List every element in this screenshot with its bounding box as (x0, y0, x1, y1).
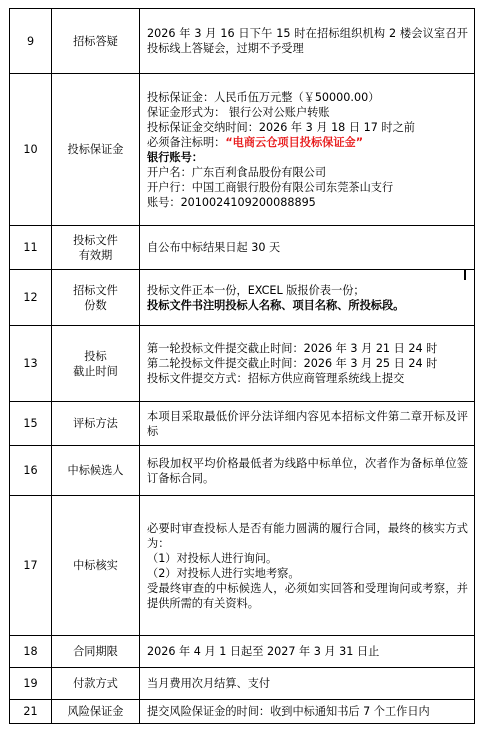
row-content (140, 402, 475, 446)
row-item-name: 中标候选人 (52, 446, 140, 496)
row-number: 9 (10, 9, 52, 74)
row-content (140, 226, 475, 270)
content-line: 银行账号： (147, 150, 203, 164)
name-line: 投标 (84, 349, 107, 363)
row-content (140, 9, 475, 74)
table-row (10, 270, 475, 326)
row-number: 10 (10, 74, 52, 226)
row-number: 11 (10, 226, 52, 270)
bidding-info-table (9, 8, 475, 724)
content-line: （2）对投标人进行实地考察。 (147, 566, 300, 580)
table-row (10, 636, 475, 668)
row-number: 16 (10, 446, 52, 496)
table-row (10, 74, 475, 226)
row-content (140, 270, 475, 326)
content-text: 必须备注标明： (147, 135, 226, 149)
content-line (147, 135, 468, 150)
row-number: 19 (10, 668, 52, 700)
row-content (140, 326, 475, 402)
row-item-name (52, 270, 140, 326)
table-row (10, 446, 475, 496)
row-item-name: 招标答疑 (52, 9, 140, 74)
name-line: 截止时间 (73, 364, 118, 378)
row-content (140, 446, 475, 496)
row-item-name: 合同期限 (52, 636, 140, 668)
row-content (140, 636, 475, 668)
text-cursor-marker (464, 270, 466, 280)
name-line: 份数 (84, 298, 107, 312)
row-number: 21 (10, 700, 52, 724)
content-text: 受最终审查的中标候选人，必须如实回答和受理询问或考察，并提供所需的有关资料。 (147, 581, 468, 610)
content-line: 投标保证金：人民币伍万元整（￥50000.00） (147, 90, 380, 104)
row-item-name: 投标保证金 (52, 74, 140, 226)
content-line: 投标文件提交方式：招标方供应商管理系统线上提交 (147, 372, 405, 385)
content-line: 投标文件书注明投标人名称、项目名称、所投标段。 (147, 298, 405, 312)
row-item-name: 评标方法 (52, 402, 140, 446)
table-row (10, 9, 475, 74)
row-number: 15 (10, 402, 52, 446)
name-line: 有效期 (78, 248, 113, 262)
content-text: 标段加权平均价格最低者为线路中标单位，次者作为备标单位签订备标合同。 (147, 456, 468, 485)
table-row (10, 668, 475, 700)
content-line: 第一轮投标文件提交截止时间：2026 年 3 月 21 日 24 时 (147, 342, 438, 355)
row-number: 18 (10, 636, 52, 668)
name-line: 招标文件 (73, 283, 118, 297)
content-text: 本项目采取最低价评分法详细内容见本招标文件第二章开标及评标 (147, 409, 468, 438)
row-number: 17 (10, 496, 52, 636)
content-line: 保证金形式为： 银行公对公账户转账 (147, 105, 330, 119)
content-line: （1）对投标人进行询问。 (147, 551, 278, 565)
row-item-name (52, 226, 140, 270)
row-number: 13 (10, 326, 52, 402)
row-content (140, 74, 475, 226)
content-line: 开户行：中国工商银行股份有限公司东莞茶山支行 (147, 180, 394, 194)
table-row (10, 226, 475, 270)
content-text: 必要时审查投标人是否有能力圆满的履行合同，最终的核实方式为： (147, 521, 468, 550)
row-content (140, 496, 475, 636)
row-content (140, 700, 475, 724)
content-line: 投标保证金交纳时间：2026 年 3 月 18 日 17 时之前 (147, 120, 415, 134)
content-line: 投标文件正本一份，EXCEL 版报价表一份； (147, 283, 365, 297)
highlighted-text: “电商云仓项目投标保证金” (225, 135, 364, 149)
content-text: 2026 年 3 月 16 日下午 15 时在招标组织机构 2 楼会议室召开投标线上答疑会，过期不予受理 (147, 27, 468, 55)
content-line: 账号：2010024109200088895 (147, 195, 316, 209)
table-row (10, 326, 475, 402)
content-line: 开户名：广东百利食品股份有限公司 (147, 165, 327, 179)
row-item-name: 付款方式 (52, 668, 140, 700)
content-line: 自公布中标结果日起 30 天 (147, 241, 281, 254)
row-content (140, 668, 475, 700)
row-number: 12 (10, 270, 52, 326)
name-line: 投标文件 (73, 233, 118, 247)
content-line: 当月费用次月结算、支付 (147, 677, 271, 690)
row-item-name (52, 326, 140, 402)
content-line: 第二轮投标文件提交截止时间：2026 年 3 月 25 日 24 时 (147, 357, 438, 370)
row-item-name: 中标核实 (52, 496, 140, 636)
row-item-name: 风险保证金 (52, 700, 140, 724)
content-line: 2026 年 4 月 1 日起至 2027 年 3 月 31 日止 (147, 645, 380, 658)
table-row (10, 496, 475, 636)
content-line: 提交风险保证金的时间：收到中标通知书后 7 个工作日内 (147, 705, 430, 718)
table-row (10, 402, 475, 446)
table-row (10, 700, 475, 724)
